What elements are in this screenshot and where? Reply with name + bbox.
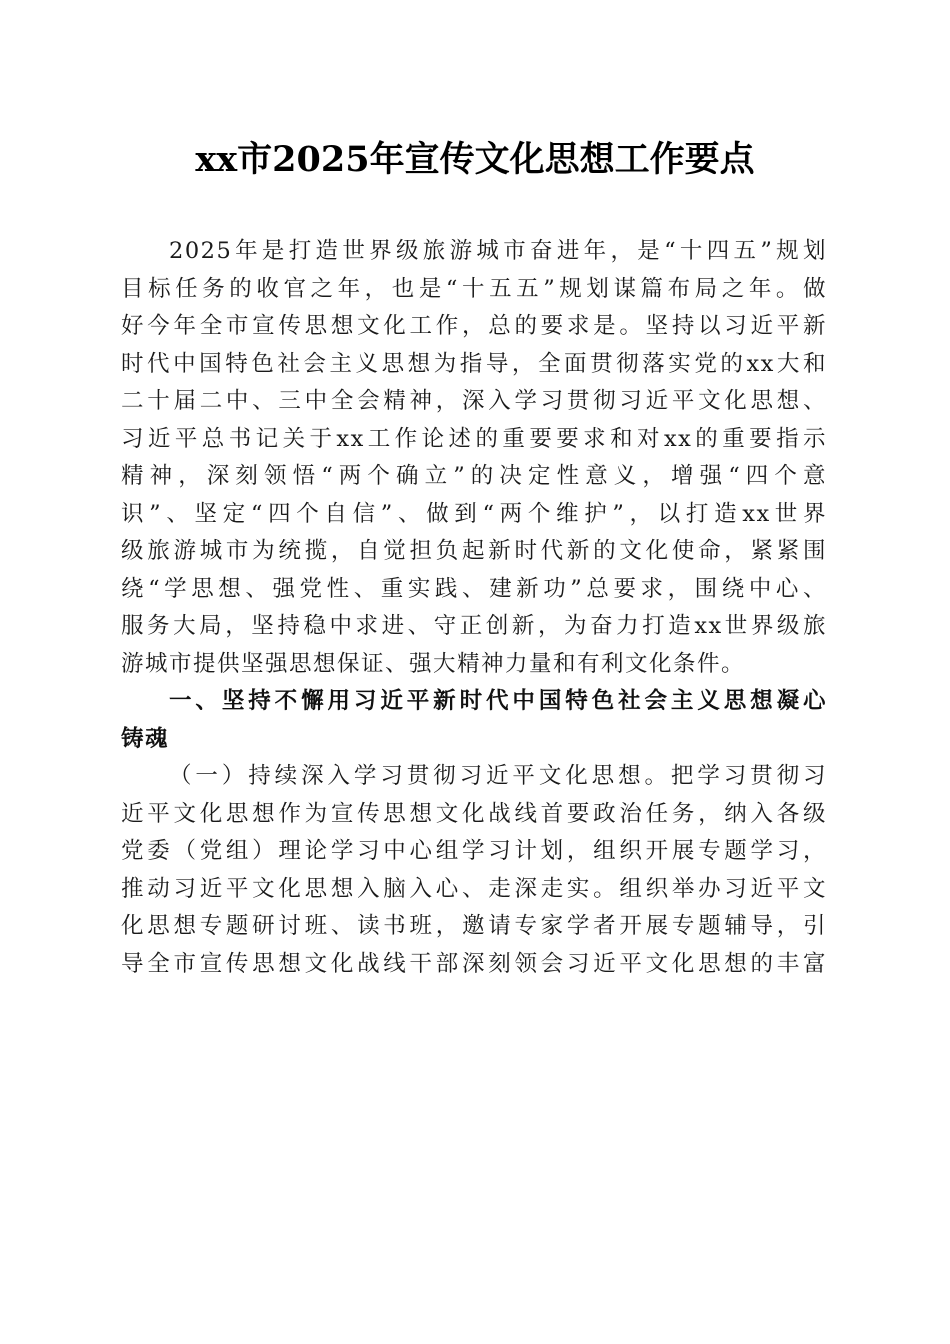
text-line: 近平文化思想作为宣传思想文化战线首要政治任务，纳入各级 [121,800,827,827]
text-line: 化思想专题研讨班、读书班，邀请专家学者开展专题辅导，引 [121,913,827,939]
text-line: 绕“学思想、强党性、重实践、建新功”总要求，围绕中心、 [121,575,827,602]
heading-line: 一、坚持不懈用习近平新时代中国特色社会主义思想凝心 [169,688,827,714]
text-line: 游城市提供坚强思想保证、强大精神力量和有利文化条件。 [121,650,746,677]
text-line: 时代中国特色社会主义思想为指导，全面贯彻落实党的xx大和 [121,350,827,377]
text-line: 识”、坚定“四个自信”、做到“两个维护”，以打造xx世界 [121,500,827,527]
text-line: 党委（党组）理论学习中心组学习计划，组织开展专题学习， [121,838,827,864]
section-heading-1 [121,683,827,758]
intro-paragraph [121,233,827,683]
text-line: 推动习近平文化思想入脑入心、走深走实。组织举办习近平文 [121,875,827,902]
text-line: 习近平总书记关于xx工作论述的重要要求和对xx的重要指示 [121,425,827,452]
text-line: 目标任务的收官之年，也是“十五五”规划谋篇布局之年。做 [121,275,827,302]
text-line: 2025年是打造世界级旅游城市奋进年，是“十四五”规划 [169,238,827,264]
text-line: 级旅游城市为统揽，自觉担负起新时代新的文化使命，紧紧围 [121,538,827,564]
heading-line: 铸魂 [121,725,170,752]
subsection-paragraph-1 [121,758,827,983]
text-line: 精神，深刻领悟“两个确立”的决定性意义，增强“四个意 [121,463,827,489]
text-line: 好今年全市宣传思想文化工作，总的要求是。坚持以习近平新 [121,313,827,339]
text-line: 导全市宣传思想文化战线干部深刻领会习近平文化思想的丰富 [121,950,827,977]
text-line: 二十届二中、三中全会精神，深入学习贯彻习近平文化思想、 [121,388,827,414]
text-line: 服务大局，坚持稳中求进、守正创新，为奋力打造xx世界级旅 [121,613,827,639]
document-title: xx市2025年宣传文化思想工作要点 [195,139,755,180]
text-line: （一）持续深入学习贯彻习近平文化思想。把学习贯彻习 [169,763,827,789]
